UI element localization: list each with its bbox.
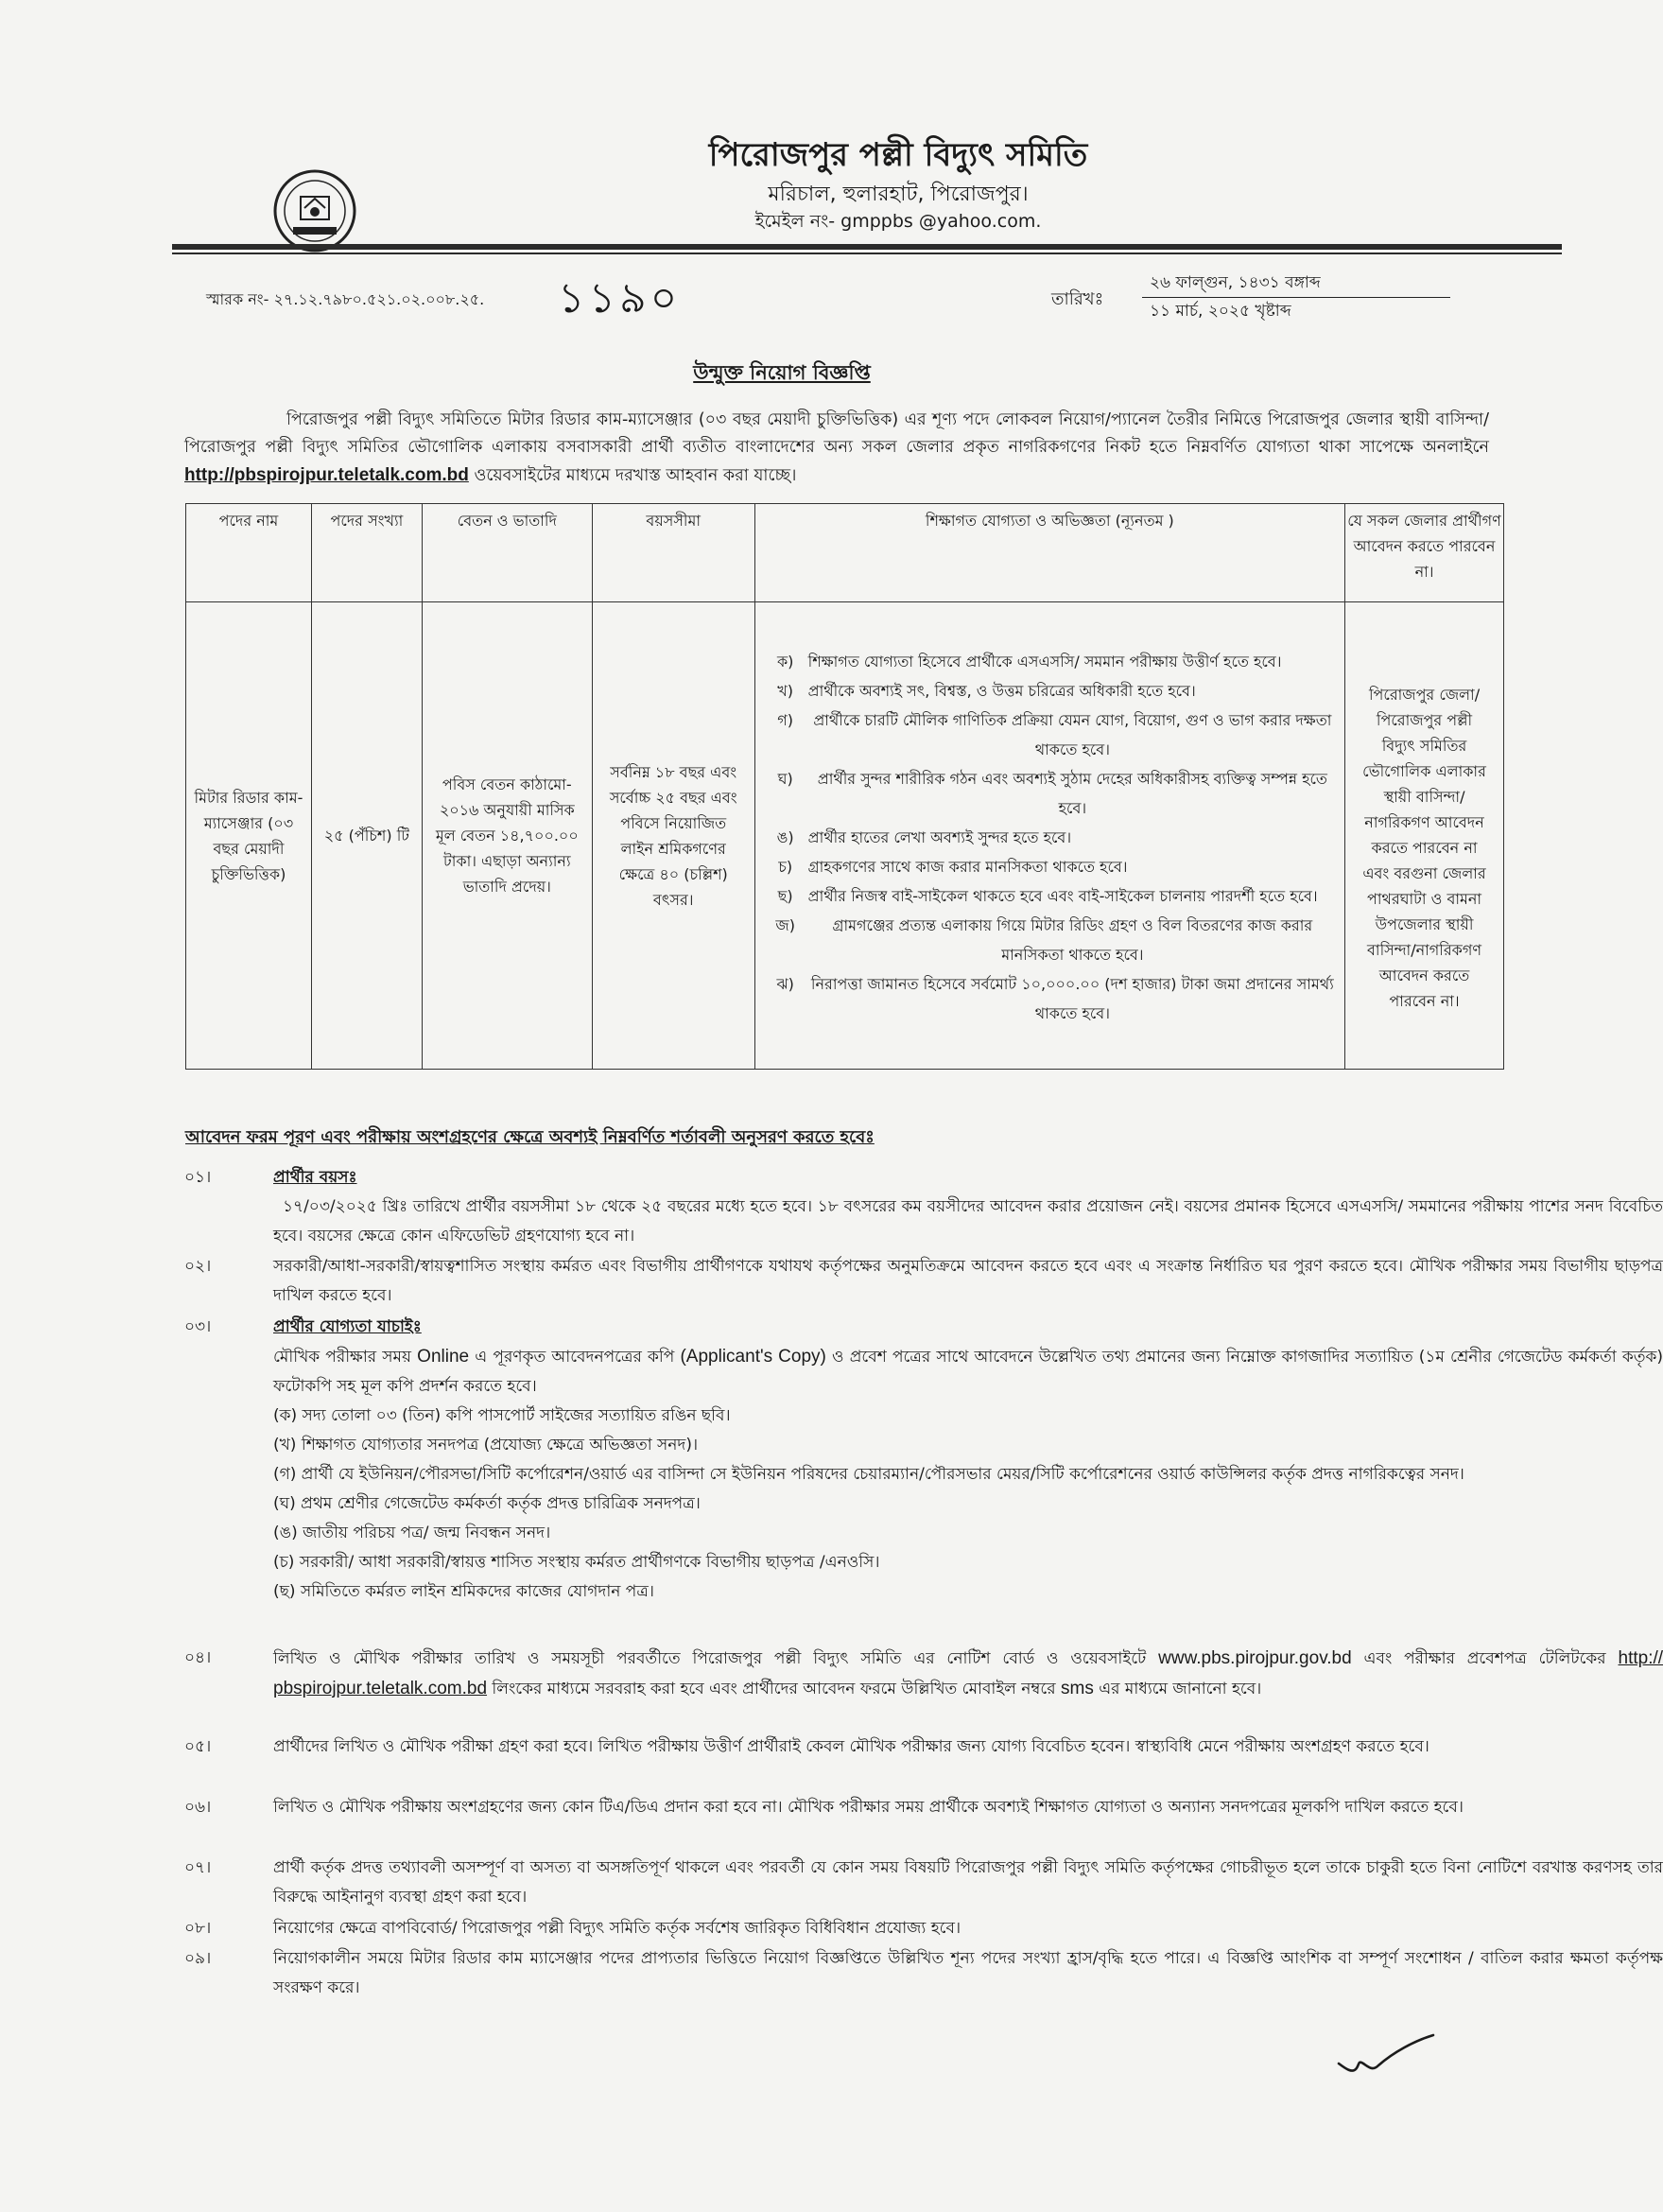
condition-text: লিখিত ও মৌখিক পরীক্ষার তারিখ ও সময়সূচী পরবর্তীতে পিরোজপুর পল্লী বিদ্যুৎ সমিতি এর নোটিশ বোর্ড ও ওয়েবসাইটে: [273, 1649, 1147, 1668]
condition-text: এবং পরীক্ষার প্রবেশপত্র টেলিটকের: [1363, 1649, 1606, 1668]
date-label: তারিখঃ: [1051, 289, 1104, 309]
cell-post-count: ২৫ (পঁচিশ) টি: [311, 602, 422, 1070]
organization-name: পিরোজপুর পল্লী বিদ্যুৎ সমিতি: [708, 136, 1088, 174]
cell-salary: পবিস বেতন কাঠামো- ২০১৬ অনুযায়ী মাসিক মূল বেতন ১৪,৭০০.০০ টাকা। এছাড়া অন্যান্য ভাতাদি প্রদেয়।: [422, 602, 592, 1070]
application-url[interactable]: http://pbspirojpur.teletalk.com.bd: [184, 465, 469, 485]
document-item: (ঘ) প্রথম শ্রেণীর গেজেটেড কর্মকর্তা কর্তৃক প্রদত্ত চারিত্রিক সনদপত্র।: [273, 1494, 701, 1513]
conditions-heading: আবেদন ফরম পূরণ এবং পরীক্ষায় অংশগ্রহণের ক্ষেত্রে অবশ্যই নিম্নবর্ণিত শর্তাবলী অনুসরণ করতে হবেঃ: [185, 1127, 875, 1147]
requirement-text: প্রার্থীকে অবশ্যই সৎ, বিশ্বস্ত, ও উত্তম চরিত্রের অধিকারী হতে হবে।: [807, 682, 1196, 700]
requirement-text: গ্রামগঞ্জের প্রত্যন্ত এলাকায় গিয়ে মিটার রিডিং গ্রহণ ও বিল বিতরণের কাজ করার মানসিকতা থাকতে হবে।: [832, 916, 1313, 964]
requirement-item: [763, 764, 1337, 823]
condition-text: ১৭/০৩/২০২৫ খ্রিঃ তারিখে প্রার্থীর বয়সসীমা ১৮ থেকে ২৫ বছরের মধ্যে হতে হবে। ১৮ বৎসরের কম বয়সীদের আবেদন করার প্রয়োজন নেই। বয়সের প্রমানক হিসেবে এসএসসি/ সমমানের পরীক্ষায় পাশের সনদ বিবেচিত হবে। বয়সের ক্ষেত্রে কোন এফিডেভিট গ্রহণযোগ্য হবে না।: [273, 1197, 1663, 1245]
intro-text: পিরোজপুর পল্লী বিদ্যুৎ সমিতিতে মিটার রিডার কাম-ম্যাসেঞ্জার (০৩ বছর মেয়াদী চুক্তিভিত্তিক) এর শূণ্য পদে লোকবল নিয়োগ/প্যানেল তৈরীর নিমিত্তে পিরোজপুর জেলার স্থায়ী বাসিন্দা/পিরোজপুর পল্লী বিদ্যুৎ সমিতির ভৌগোলিক এলাকায় বসবাসকারী প্রার্থী ব্যতীত বাংলাদেশের অন্য সকল জেলার প্রকৃত নাগরিকগণের নিকট হতে নিম্নবর্ণিত যোগ্যতা থাকা সাপেক্ষে অনলাইনে: [184, 410, 1489, 457]
condition-number: ০৬।: [184, 1798, 212, 1817]
header-salary: বেতন ও ভাতাদি: [422, 504, 592, 602]
requirement-item: [763, 823, 1337, 852]
condition-number: ০৮।: [184, 1919, 212, 1938]
condition-body: [273, 1644, 1663, 1704]
document-item: (গ) প্রার্থী যে ইউনিয়ন/পৌরসভা/সিটি কর্পোরেশন/ওয়ার্ড এর বাসিন্দা সে ইউনিয়ন পরিষদের চেয়ারম্যান/পৌরসভার মেয়র/সিটি কর্পোরেশনের ওয়ার্ড কাউন্সিলর কর্তৃক প্রদত্ত নাগরিকত্বের সনদ।: [273, 1465, 1464, 1484]
requirement-key: চ): [778, 858, 793, 876]
condition-text: নিয়োগকালীন সময়ে মিটার রিডার কাম ম্যাসেঞ্জার পদের প্রাপ্যতার ভিত্তিতে নিয়োগ বিজ্ঞপ্তিতে উল্লিখিত শূন্য পদের সংখ্যা হ্রাস/বৃদ্ধি হতে পারে। এ বিজ্ঞপ্তি আংশিক বা সম্পূর্ণ সংশোধন / বাতিল করার ক্ষমতা কর্তৃপক্ষ সংরক্ষণ করে।: [273, 1949, 1663, 1997]
document-item: (চ) সরকারী/ আধা সরকারী/স্বায়ত্ত শাসিত সংস্থায় কর্মরত প্রার্থীগণকে বিভাগীয় ছাড়পত্র /এনওসি।: [273, 1553, 880, 1572]
cell-qualifications: [754, 602, 1344, 1070]
condition-intro: [273, 1342, 1663, 1402]
document-item: (ঙ) জাতীয় পরিচয় পত্র/ জন্ম নিবন্ধন সনদ।: [273, 1524, 551, 1542]
date-bangla: ২৬ ফাল্গুন, ১৪৩১ বঙ্গাব্দ: [1142, 270, 1450, 298]
pbs-website-link[interactable]: www.pbs.pirojpur.gov.bd: [1158, 1648, 1352, 1668]
condition-body: [273, 1313, 1663, 1607]
date-english: ১১ মার্চ, ২০২৫ খৃষ্টাব্দ: [1150, 302, 1291, 321]
condition-text: নিয়োগের ক্ষেত্রে বাপবিবোর্ড/ পিরোজপুর পল্লী বিদ্যুৎ সমিতি কর্তৃক সর্বশেষ জারিকৃত বিধিবিধান প্রযোজ্য হবে।: [273, 1919, 961, 1938]
requirement-text: প্রার্থীর সুন্দর শারীরিক গঠন এবং অবশ্যই সুঠাম দেহের অধিকারীসহ ব্যক্তিত্ব সম্পন্ন হতে হবে।: [817, 770, 1327, 817]
requirement-item: [763, 911, 1337, 969]
signature-mark: [1335, 2031, 1439, 2079]
online-term: Online: [417, 1347, 470, 1367]
header-qualification: শিক্ষাগত যোগ্যতা ও অভিজ্ঞতা (ন্যূনতম ): [754, 504, 1344, 602]
requirement-item: [763, 969, 1337, 1028]
condition-text: প্রার্থী কর্তৃক প্রদত্ত তথ্যাবলী অসম্পূর্ণ বা অসত্য বা অসঙ্গতিপূর্ণ থাকলে এবং পরবর্তী যে কোন সময় বিষয়টি পিরোজপুর পল্লী বিদ্যুৎ সমিতি কর্তৃপক্ষের গোচরীভূত হলে তাকে চাকুরী হতে বিনা নোটিশে বরখাস্ত করণসহ তার বিরুদ্ধে আইনানুগ ব্যবস্থা গ্রহণ করা হবে।: [273, 1858, 1663, 1907]
header-divider-thin: [172, 253, 1562, 254]
condition-number: ০৩।: [184, 1317, 212, 1336]
requirement-key: গ): [777, 711, 794, 729]
intro-text-end: ওয়েবসাইটের মাধ্যমে দরখাস্ত আহবান করা যাচ্ছে।: [474, 466, 797, 485]
requirement-text: নিরাপত্তা জামানত হিসেবে সর্বমোট ১০,০০০.০০ (দশ হাজার) টাকা জমা প্রদানের সামর্থ্য থাকতে হবে।: [810, 975, 1334, 1022]
condition-number: ০১।: [184, 1168, 212, 1187]
document-item: (খ) শিক্ষাগত যোগ্যতার সনদপত্র (প্রযোজ্য ক্ষেত্রে অভিজ্ঞতা সনদ)।: [273, 1436, 699, 1454]
condition-text: এ পূরণকৃত আবেদনপত্রের কপি: [475, 1348, 675, 1367]
cell-post-name: মিটার রিডার কাম-ম্যাসেঞ্জার (০৩ বছর মেয়াদী চুক্তিভিত্তিক): [186, 602, 312, 1070]
requirement-text: গ্রাহকগণের সাথে কাজ করার মানসিকতা থাকতে হবে।: [807, 858, 1128, 876]
header-divider: [172, 244, 1562, 250]
condition-text: প্রার্থীদের লিখিত ও মৌখিক পরীক্ষা গ্রহণ করা হবে। লিখিত পরীক্ষায় উত্তীর্ণ প্রার্থীরাই কেবল মৌখিক পরীক্ষার জন্য যোগ্য বিবেচিত হবেন। স্বাস্থ্যবিধি মেনে পরীক্ষায় অংশগ্রহণ করতে হবে।: [273, 1737, 1429, 1756]
condition-text: ও প্রবেশ পত্রের সাথে আবেদনে উল্লেখিত তথ্য প্রমানের জন্য নিম্নোক্ত কাগজাদির সত্যায়িত (১ম শ্রেনীর গেজেটেড কর্মকর্তা কর্তৃক) ফটোকপি সহ মূল কপি প্রদর্শন করতে হবে।: [273, 1348, 1663, 1396]
document-item: (ক) সদ্য তোলা ০৩ (তিন) কপি পাসপোর্ট সাইজের সত্যায়িত রঙিন ছবি।: [273, 1406, 731, 1425]
requirement-item: [763, 881, 1337, 911]
header-post-count: পদের সংখ্যা: [311, 504, 422, 602]
requirement-text: প্রার্থীর নিজস্ব বাই-সাইকেল থাকতে হবে এবং বাই-সাইকেল চালনায় পারদর্শী হতে হবে।: [807, 887, 1318, 905]
table-header-row: [186, 504, 1504, 602]
header-non-eligible: যে সকল জেলার প্রার্থীগণ আবেদন করতে পারবেন না।: [1345, 504, 1504, 602]
requirement-key: ঝ): [776, 975, 794, 993]
requirement-key: জ): [775, 916, 795, 934]
sms-term: sms: [1061, 1679, 1094, 1698]
condition-body: [273, 1163, 1663, 1251]
condition-subtitle: প্রার্থীর যোগ্যতা যাচাইঃ: [273, 1317, 422, 1336]
handwritten-memo-number: ১১৯০: [558, 274, 682, 322]
requirement-text: শিক্ষাগত যোগ্যতা হিসেবে প্রার্থীকে এসএসসি/ সমমান পরীক্ষায় উত্তীর্ণ হতে হবে।: [807, 653, 1282, 671]
organization-email: ইমেইল নং- gmppbs @yahoo.com.: [754, 211, 1042, 232]
requirement-item: [763, 647, 1337, 676]
intro-paragraph: [184, 407, 1489, 490]
header-age-limit: বয়সসীমা: [592, 504, 754, 602]
notice-title: উন্মুক্ত নিয়োগ বিজ্ঞপ্তি: [693, 361, 871, 384]
condition-number: ০৯।: [184, 1949, 212, 1968]
condition-subtitle: প্রার্থীর বয়সঃ: [273, 1168, 357, 1187]
condition-text: লিখিত ও মৌখিক পরীক্ষায় অংশগ্রহণের জন্য কোন টিএ/ডিএ প্রদান করা হবে না। মৌখিক পরীক্ষার সময় প্রার্থীকে অবশ্যই শিক্ষাগত যোগ্যতা ও অন্যান্য সনদপত্রের মূলকপি দাখিল করতে হবে।: [273, 1798, 1464, 1817]
condition-number: ০৫।: [184, 1737, 212, 1756]
condition-number: ০২।: [184, 1257, 212, 1276]
table-row: [186, 602, 1504, 1070]
requirement-key: ঙ): [776, 828, 794, 846]
document-item: (ছ) সমিতিতে কর্মরত লাইন শ্রমিকদের কাজের যোগদান পত্র।: [273, 1582, 654, 1601]
condition-number: ০৪।: [184, 1648, 212, 1667]
applicant-copy-term: (Applicant's Copy): [680, 1347, 826, 1367]
vacancy-table: [185, 503, 1504, 1070]
requirement-item: [763, 676, 1337, 705]
condition-text: এর মাধ্যমে জানানো হবে।: [1099, 1680, 1262, 1698]
requirement-text: প্রার্থীর হাতের লেখা অবশ্যই সুন্দর হতে হবে।: [807, 828, 1072, 846]
requirement-key: ঘ): [777, 770, 793, 788]
memo-number: স্মারক নং- ২৭.১২.৭৯৮০.৫২১.০২.০০৮.২৫.: [206, 290, 485, 308]
requirement-item: [763, 705, 1337, 764]
organization-address: মরিচাল, হুলারহাট, পিরোজপুর।: [768, 183, 1029, 206]
requirement-key: ছ): [777, 887, 793, 905]
cell-non-eligible: পিরোজপুর জেলা/পিরোজপুর পল্লী বিদ্যুৎ সমিতির ভৌগোলিক এলাকার স্থায়ী বাসিন্দা/নাগরিকগণ আবেদন করতে পারবেন না এবং বরগুনা জেলার পাথরঘাটা ও বামনা উপজেলার স্থায়ী বাসিন্দা/নাগরিকগণ আবেদন করতে পারবেন না।: [1345, 602, 1504, 1070]
condition-number: ০৭।: [184, 1858, 212, 1877]
requirement-key: ক): [776, 653, 794, 671]
requirement-text: প্রার্থীকে চারটি মৌলিক গাণিতিক প্রক্রিয়া যেমন যোগ, বিয়োগ, গুণ ও ভাগ করার দক্ষতা থাকতে হবে।: [813, 711, 1332, 758]
teletalk-link[interactable]: http:// pbspirojpur.teletalk.com.bd: [273, 1648, 1663, 1698]
condition-text: লিংকের মাধ্যমে সরবরাহ করা হবে এবং প্রার্থীদের আবেদন ফরমে উল্লিখিত মোবাইল নম্বরে: [492, 1680, 1056, 1698]
cell-age-limit: সর্বনিম্ন ১৮ বছর এবং সর্বোচ্চ ২৫ বছর এবং পবিসে নিয়োজিত লাইন শ্রমিকগণের ক্ষেত্রে ৪০ (চল্লিশ) বৎসর।: [592, 602, 754, 1070]
requirement-key: খ): [777, 682, 794, 700]
condition-text: সরকারী/আধা-সরকারী/স্বায়ত্বশাসিত সংস্থায় কর্মরত এবং বিভাগীয় প্রার্থীগণকে যথাযথ কর্তৃপক্ষের অনুমতিক্রমে আবেদন করতে হবে এবং এ সংক্রান্ত নির্ধারিত ঘর পুরণ করতে হবে। মৌখিক পরীক্ষার সময় বিভাগীয় ছাড়পত্র দাখিল করতে হবে।: [273, 1257, 1663, 1305]
pbs-emblem-logo: [272, 168, 357, 253]
condition-text: মৌখিক পরীক্ষার সময়: [273, 1348, 411, 1367]
notice-title-wrap: [0, 357, 1564, 391]
header-post-name: পদের নাম: [186, 504, 312, 602]
requirement-item: [763, 852, 1337, 881]
